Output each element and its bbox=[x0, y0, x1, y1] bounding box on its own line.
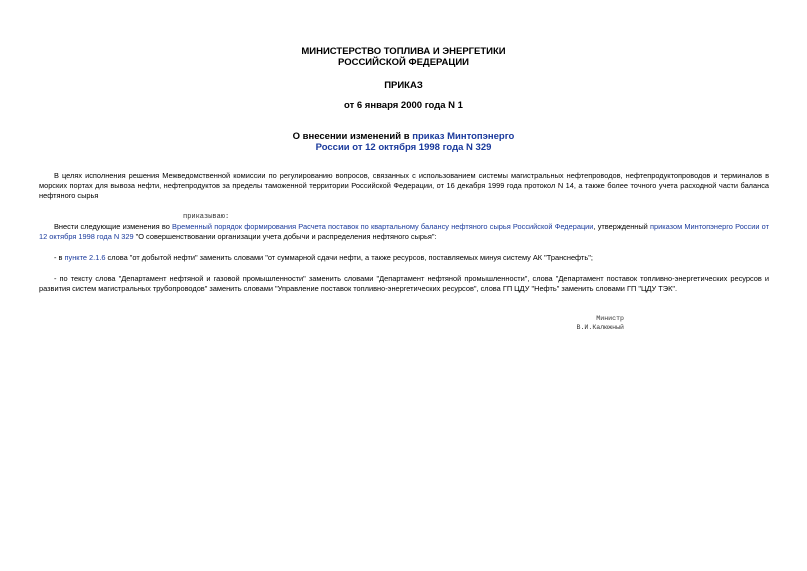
orders-word: приказываю: bbox=[183, 213, 230, 221]
link-order-329[interactable]: приказом Минтопэнерго России от 12 октября 1998 года N 329 bbox=[39, 222, 769, 241]
change-item-2: - по тексту слова "Департамент нефтяной и газовой промышленности" заменить словами "Департамент нефтяной промышленности", слова "Департамент поставок топливно-энергетических ресурсов и развития систем магистральных трубопроводов" заменить словами "Управление поставок топливно-энергетических ресурсов", слова ГП ЦДУ "Нефть" заменить словами ГП "ЦДУ ТЭК". bbox=[39, 274, 769, 293]
intro-paragraph: В целях исполнения решения Межведомственной комиссии по регулированию вопросов, связанных с использованием системы магистральных нефтепроводов, нефтепродуктопроводов и терминалов в морских портах для вывоза нефти, нефтепродуктов за пределы таможенной территории Российской Федерации, от 16 декабря 1999 года протокол N 14, а также более точного учета расходной части баланса нефтяного сырья bbox=[39, 171, 769, 200]
change-item-1 bbox=[39, 253, 769, 263]
title-prefix: О внесении изменений в bbox=[292, 131, 413, 142]
ministry-header bbox=[0, 46, 807, 68]
title-line-1 bbox=[0, 131, 807, 142]
signature-name: В.И.Калюжный bbox=[576, 324, 624, 331]
item1-suffix: слова "от добытой нефти" заменить словами "от суммарной сдачи нефти, а также ресурсов, поставляемых минуя систему АК "Транснефть"; bbox=[105, 253, 593, 262]
link-temporary-procedure[interactable]: Временный порядок формирования Расчета поставок по квартальному балансу нефтяного сырья Российской Федерации bbox=[172, 222, 594, 231]
item1-prefix: - в bbox=[54, 253, 65, 262]
changes-suffix: "О совершенствовании организации учета добычи и распределения нефтяного сырья": bbox=[133, 232, 437, 241]
signature-title: Министр bbox=[596, 315, 624, 322]
link-clause-2-1-6[interactable]: пункте 2.1.6 bbox=[64, 253, 106, 262]
document-title bbox=[0, 131, 807, 153]
changes-paragraph bbox=[39, 222, 769, 242]
ministry-line-1: МИНИСТЕРСТВО ТОПЛИВА И ЭНЕРГЕТИКИ bbox=[301, 46, 506, 57]
changes-mid: , утвержденный bbox=[593, 222, 651, 231]
title-link-order-date[interactable]: России от 12 октября 1998 года N 329 bbox=[315, 142, 492, 153]
order-date: от 6 января 2000 года N 1 bbox=[344, 100, 463, 111]
title-link-order[interactable]: приказ Минтопэнерго bbox=[412, 131, 515, 142]
ministry-line-2: РОССИЙСКОЙ ФЕДЕРАЦИИ bbox=[337, 57, 469, 68]
changes-prefix: Внести следующие изменения во bbox=[54, 222, 173, 231]
order-heading: ПРИКАЗ bbox=[384, 80, 423, 91]
